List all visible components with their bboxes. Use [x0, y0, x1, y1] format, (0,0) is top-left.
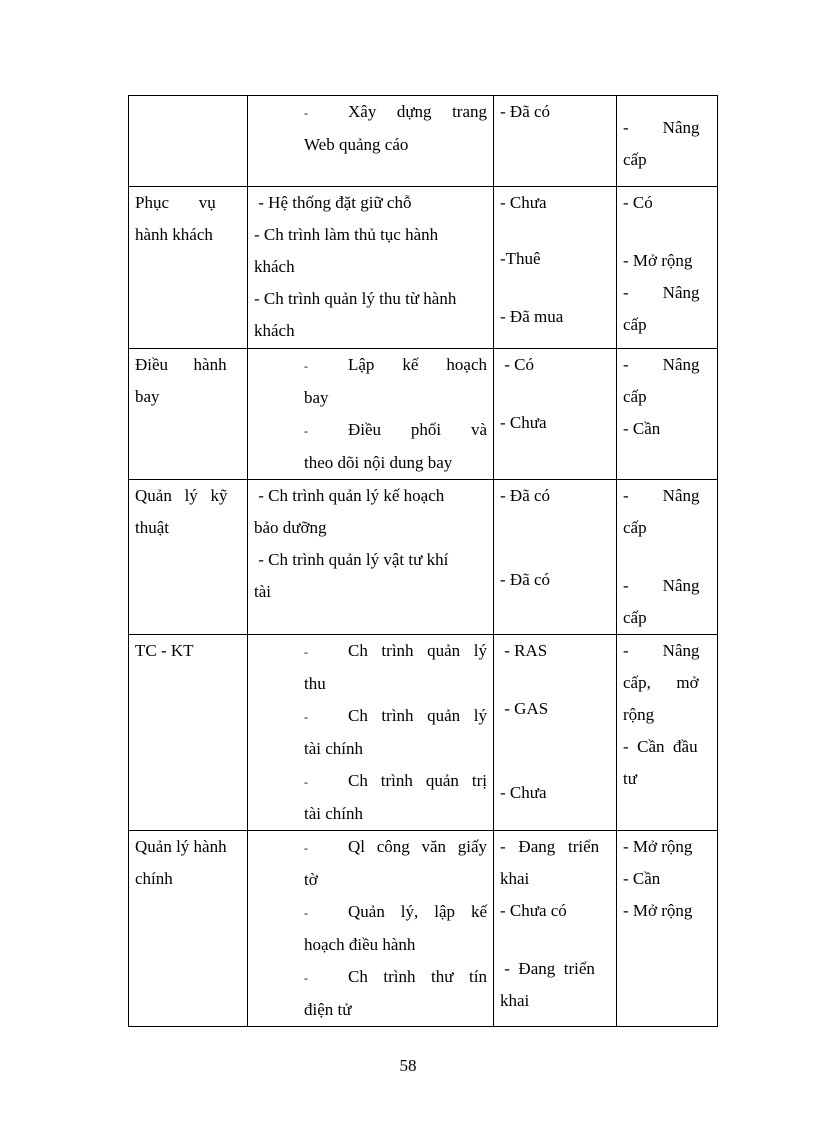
bullet-item: - Điều phối và: [304, 420, 487, 439]
table-row: [129, 635, 718, 831]
system-text: tài: [254, 582, 271, 601]
status-text: - Có: [500, 355, 534, 374]
table-row: [129, 96, 718, 187]
status-text: - Đang triển: [500, 837, 600, 856]
plan-text: cấp: [623, 387, 647, 406]
plan-text: - Mở rộng: [623, 837, 693, 856]
bullet-item: - Ql công văn giấy: [304, 837, 487, 856]
table-cell-category: [129, 187, 248, 349]
category-text: TC - KT: [135, 641, 194, 660]
system-text: - Ch trình quản lý kế hoạch: [254, 486, 445, 505]
bullet-item: - Ch trình thư tín: [304, 967, 487, 986]
table-cell-status: [494, 480, 617, 635]
status-text: - Đang triển: [500, 959, 595, 978]
plan-text: - Cần đầu: [623, 737, 698, 756]
table-cell-plan: [617, 635, 718, 831]
status-text: khai: [500, 991, 530, 1010]
plan-text: rộng: [623, 705, 655, 724]
status-text: - Chưa: [500, 783, 547, 802]
plan-text: cấp: [623, 315, 647, 334]
table-cell-status: [494, 349, 617, 480]
system-text: - Ch trình quản lý thu từ hành: [254, 289, 457, 308]
plan-text: cấp: [623, 150, 647, 169]
plan-text: - Nâng: [623, 283, 700, 302]
table-cell-plan: [617, 831, 718, 1027]
status-text: - Chưa: [500, 193, 547, 212]
table-cell-category: [129, 480, 248, 635]
bullet-continuation: hoạch điều hành: [304, 935, 416, 954]
table-cell-category: [129, 96, 248, 187]
table-cell-plan: [617, 96, 718, 187]
table-cell-status: [494, 635, 617, 831]
plan-text: - Nâng: [623, 118, 700, 137]
category-text: Quản lý hành: [135, 837, 227, 856]
plan-text: - Cần: [623, 869, 661, 888]
table-cell-category: [129, 349, 248, 480]
status-text: - GAS: [500, 699, 549, 718]
table-cell-plan: [617, 349, 718, 480]
table-row: [129, 480, 718, 635]
system-text: khách: [254, 257, 295, 276]
system-text: bảo dưỡng: [254, 518, 327, 537]
status-text: khai: [500, 869, 530, 888]
plan-text: tư: [623, 769, 637, 788]
bullet-item: - Xây dựng trang: [304, 102, 487, 121]
table-cell-system: [248, 831, 494, 1027]
plan-text: - Nâng: [623, 576, 700, 595]
bullet-continuation: theo dõi nội dung bay: [304, 453, 453, 472]
status-text: - Chưa có: [500, 901, 567, 920]
table-cell-system: [248, 349, 494, 480]
table-cell-status: [494, 96, 617, 187]
document-table: [128, 95, 718, 1027]
bullet-continuation: điện tử: [304, 1000, 352, 1019]
table-cell-status: [494, 831, 617, 1027]
status-text: - Đã mua: [500, 307, 564, 326]
plan-text: - Mở rộng: [623, 251, 693, 270]
plan-text: - Nâng: [623, 355, 700, 374]
plan-text: cấp, mở: [623, 673, 699, 692]
category-text: Quản lý kỹ: [135, 486, 228, 505]
table-cell-system: [248, 187, 494, 349]
table-cell-status: [494, 187, 617, 349]
category-text: Điều hành: [135, 355, 227, 374]
bullet-continuation: tài chính: [304, 804, 364, 823]
bullet-continuation: thu: [304, 674, 326, 693]
table-row: [129, 831, 718, 1027]
status-text: - Chưa: [500, 413, 547, 432]
system-text: - Hệ thống đặt giữ chỗ: [254, 193, 412, 212]
table-cell-system: [248, 635, 494, 831]
plan-text: - Nâng: [623, 641, 700, 660]
bullet-continuation: Web quảng cáo: [304, 135, 409, 154]
plan-text: - Mở rộng: [623, 901, 693, 920]
bullet-item: - Ch trình quản lý: [304, 706, 487, 725]
category-text: chính: [135, 869, 173, 888]
table-row: [129, 187, 718, 349]
table-row: [129, 349, 718, 480]
bullet-item: - Ch trình quản trị: [304, 771, 487, 790]
table-cell-system: [248, 96, 494, 187]
status-text: - Đã có: [500, 570, 551, 589]
status-text: -Thuê: [500, 249, 541, 268]
plan-text: - Cần: [623, 419, 661, 438]
category-text: Phục vụ: [135, 193, 216, 212]
plan-text: cấp: [623, 518, 647, 537]
table-cell-system: [248, 480, 494, 635]
plan-text: cấp: [623, 608, 647, 627]
status-text: - Đã có: [500, 486, 551, 505]
system-text: - Ch trình quản lý vật tư khí: [254, 550, 449, 569]
table-cell-category: [129, 635, 248, 831]
bullet-item: - Lập kế hoạch: [304, 355, 487, 374]
plan-text: - Có: [623, 193, 653, 212]
status-text: - Đã có: [500, 102, 551, 121]
page-number: 58: [399, 1056, 417, 1075]
table-cell-plan: [617, 480, 718, 635]
category-text: hành khách: [135, 225, 213, 244]
plan-text: - Nâng: [623, 486, 700, 505]
bullet-continuation: bay: [304, 388, 329, 407]
bullet-item: - Ch trình quản lý: [304, 641, 487, 660]
table-cell-category: [129, 831, 248, 1027]
bullet-continuation: tờ: [304, 870, 318, 889]
system-text: - Ch trình làm thủ tục hành: [254, 225, 439, 244]
system-text: khách: [254, 321, 295, 340]
category-text: bay: [135, 387, 160, 406]
bullet-continuation: tài chính: [304, 739, 364, 758]
bullet-item: - Quản lý, lập kế: [304, 902, 487, 921]
table-cell-plan: [617, 187, 718, 349]
status-text: - RAS: [500, 641, 548, 660]
category-text: thuật: [135, 518, 169, 537]
